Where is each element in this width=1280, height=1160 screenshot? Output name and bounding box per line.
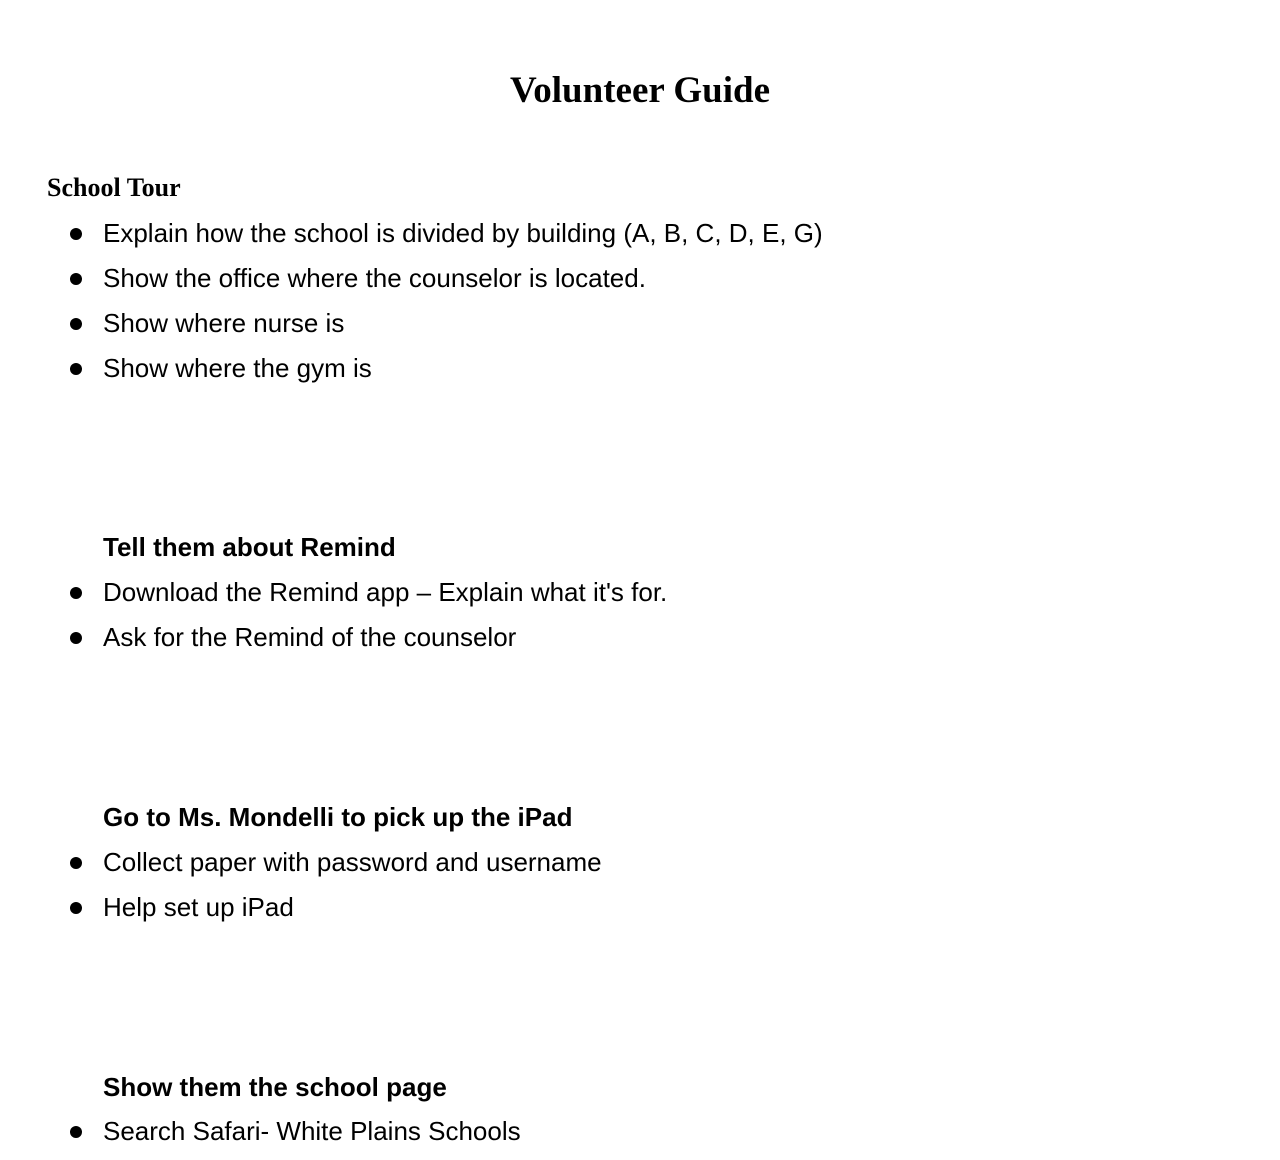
list-item-text: Download the Remind app – Explain what it's for. xyxy=(103,577,668,607)
list-item-text: Collect paper with password and username xyxy=(103,847,602,877)
list-item-text: Show the office where the counselor is located. xyxy=(103,263,646,293)
list-item-text: Help set up iPad xyxy=(103,892,294,922)
section-heading-school-tour: School Tour xyxy=(47,173,181,202)
section-heading-remind: Tell them about Remind xyxy=(103,532,396,562)
bullet-icon xyxy=(70,228,82,240)
bullet-icon xyxy=(70,632,82,644)
bullet-icon xyxy=(70,363,82,375)
list-item-text: Explain how the school is divided by building (A, B, C, D, E, G) xyxy=(103,218,823,248)
bullet-icon xyxy=(70,1126,82,1138)
document-title: Volunteer Guide xyxy=(509,70,771,111)
bullet-icon xyxy=(70,902,82,914)
list-item-text: Ask for the Remind of the counselor xyxy=(103,622,517,652)
bullet-icon xyxy=(70,857,82,869)
list-item-text: Show where nurse is xyxy=(103,308,345,338)
list-item-text: Show where the gym is xyxy=(103,353,372,383)
bullet-icon xyxy=(70,318,82,330)
list-item-text: Search Safari- White Plains Schools xyxy=(103,1116,521,1146)
section-heading-school-page: Show them the school page xyxy=(103,1072,447,1102)
section-heading-ipad: Go to Ms. Mondelli to pick up the iPad xyxy=(103,802,573,832)
bullet-icon xyxy=(70,587,82,599)
bullet-icon xyxy=(70,273,82,285)
